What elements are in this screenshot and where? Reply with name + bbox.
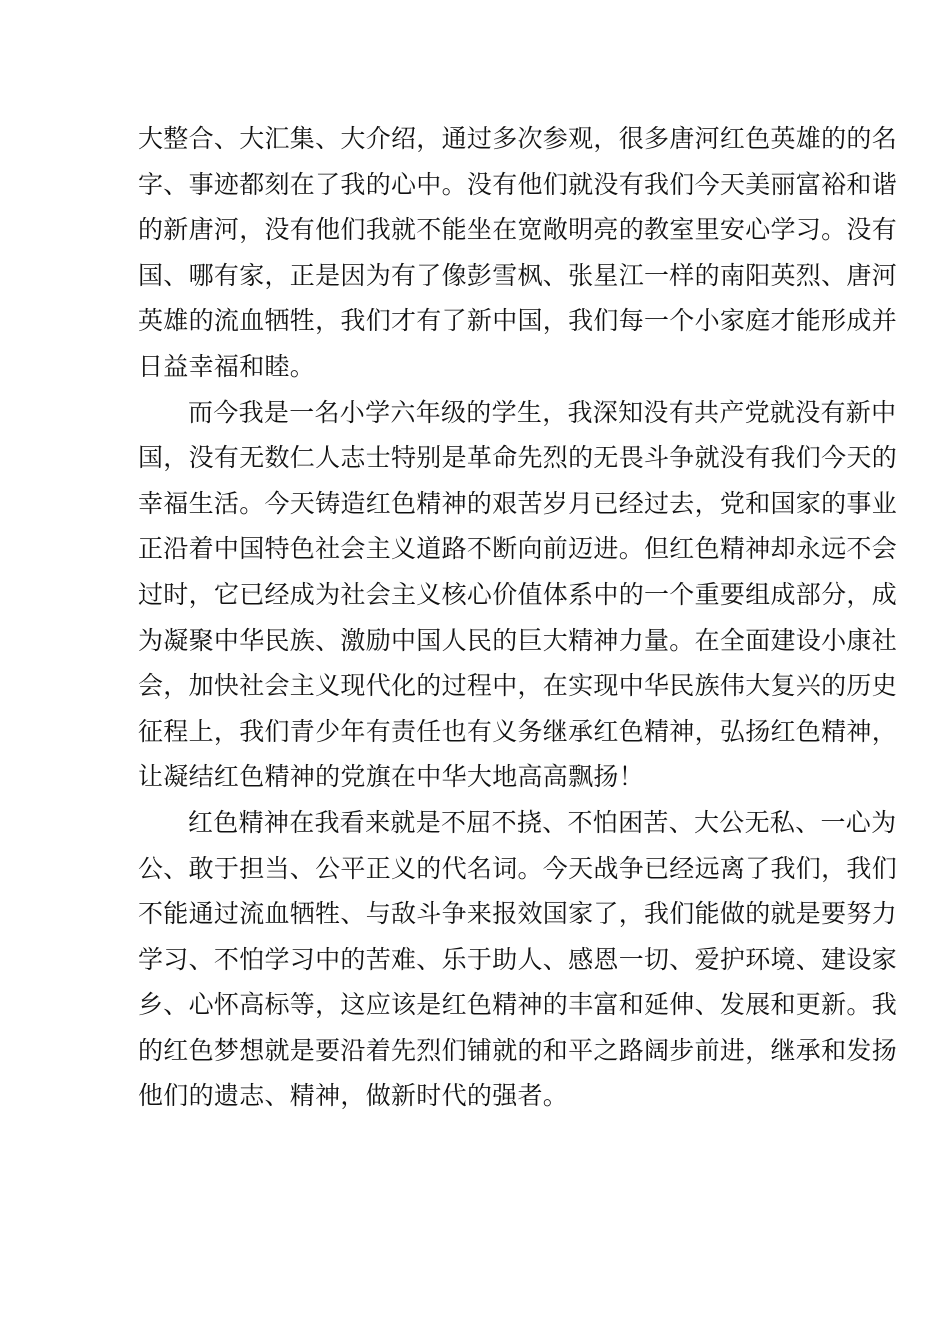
text-line: 不能通过流血牺牲、与敌斗争来报效国家了，我们能做的就是要努力 xyxy=(138,899,898,929)
text-line: 为凝聚中华民族、激励中国人民的巨大精神力量。在全面建设小康社 xyxy=(138,625,898,655)
text-line: 会，加快社会主义现代化的过程中，在实现中华民族伟大复兴的历史 xyxy=(138,671,898,701)
text-line: 的新唐河，没有他们我就不能坐在宽敞明亮的教室里安心学习。没有 xyxy=(138,215,898,245)
text-line: 红色精神在我看来就是不屈不挠、不怕困苦、大公无私、一心为 xyxy=(188,807,897,837)
text-line: 乡、心怀高标等，这应该是红色精神的丰富和延伸、发展和更新。我 xyxy=(138,990,898,1020)
paragraph-1 xyxy=(138,116,898,390)
paragraph-2 xyxy=(138,390,898,800)
text-line: 日益幸福和睦。 xyxy=(138,351,316,381)
text-line: 他们的遗志、精神，做新时代的强者。 xyxy=(138,1081,569,1111)
text-line: 字、事迹都刻在了我的心中。没有他们就没有我们今天美丽富裕和谐 xyxy=(138,169,898,199)
text-line: 国、哪有家，正是因为有了像彭雪枫、张星江一样的南阳英烈、唐河 xyxy=(138,260,898,290)
text-line: 正沿着中国特色社会主义道路不断向前迈进。但红色精神却永远不会 xyxy=(138,534,898,564)
text-line: 国，没有无数仁人志士特别是革命先烈的无畏斗争就没有我们今天的 xyxy=(138,443,898,473)
text-line: 让凝结红色精神的党旗在中华大地高高飘扬！ xyxy=(138,762,645,792)
text-line: 大整合、大汇集、大介绍，通过多次参观，很多唐河红色英雄的的名 xyxy=(138,124,898,153)
text-line: 过时，它已经成为社会主义核心价值体系中的一个重要组成部分，成 xyxy=(138,579,898,609)
text-line: 的红色梦想就是要沿着先烈们铺就的和平之路阔步前进，继承和发扬 xyxy=(138,1035,898,1065)
document-body xyxy=(138,116,898,1119)
text-line: 幸福生活。今天铸造红色精神的艰苦岁月已经过去，党和国家的事业 xyxy=(138,488,898,518)
text-line: 学习、不怕学习中的苦难、乐于助人、感恩一切、爱护环境、建设家 xyxy=(138,944,898,974)
text-line: 征程上，我们青少年有责任也有义务继承红色精神，弘扬红色精神， xyxy=(138,716,898,746)
text-line: 公、敢于担当、公平正义的代名词。今天战争已经远离了我们，我们 xyxy=(138,853,898,883)
text-line: 而今我是一名小学六年级的学生，我深知没有共产党就没有新中 xyxy=(188,397,897,427)
paragraph-3 xyxy=(138,800,898,1119)
text-line: 英雄的流血牺牲，我们才有了新中国，我们每一个小家庭才能形成并 xyxy=(138,306,898,336)
